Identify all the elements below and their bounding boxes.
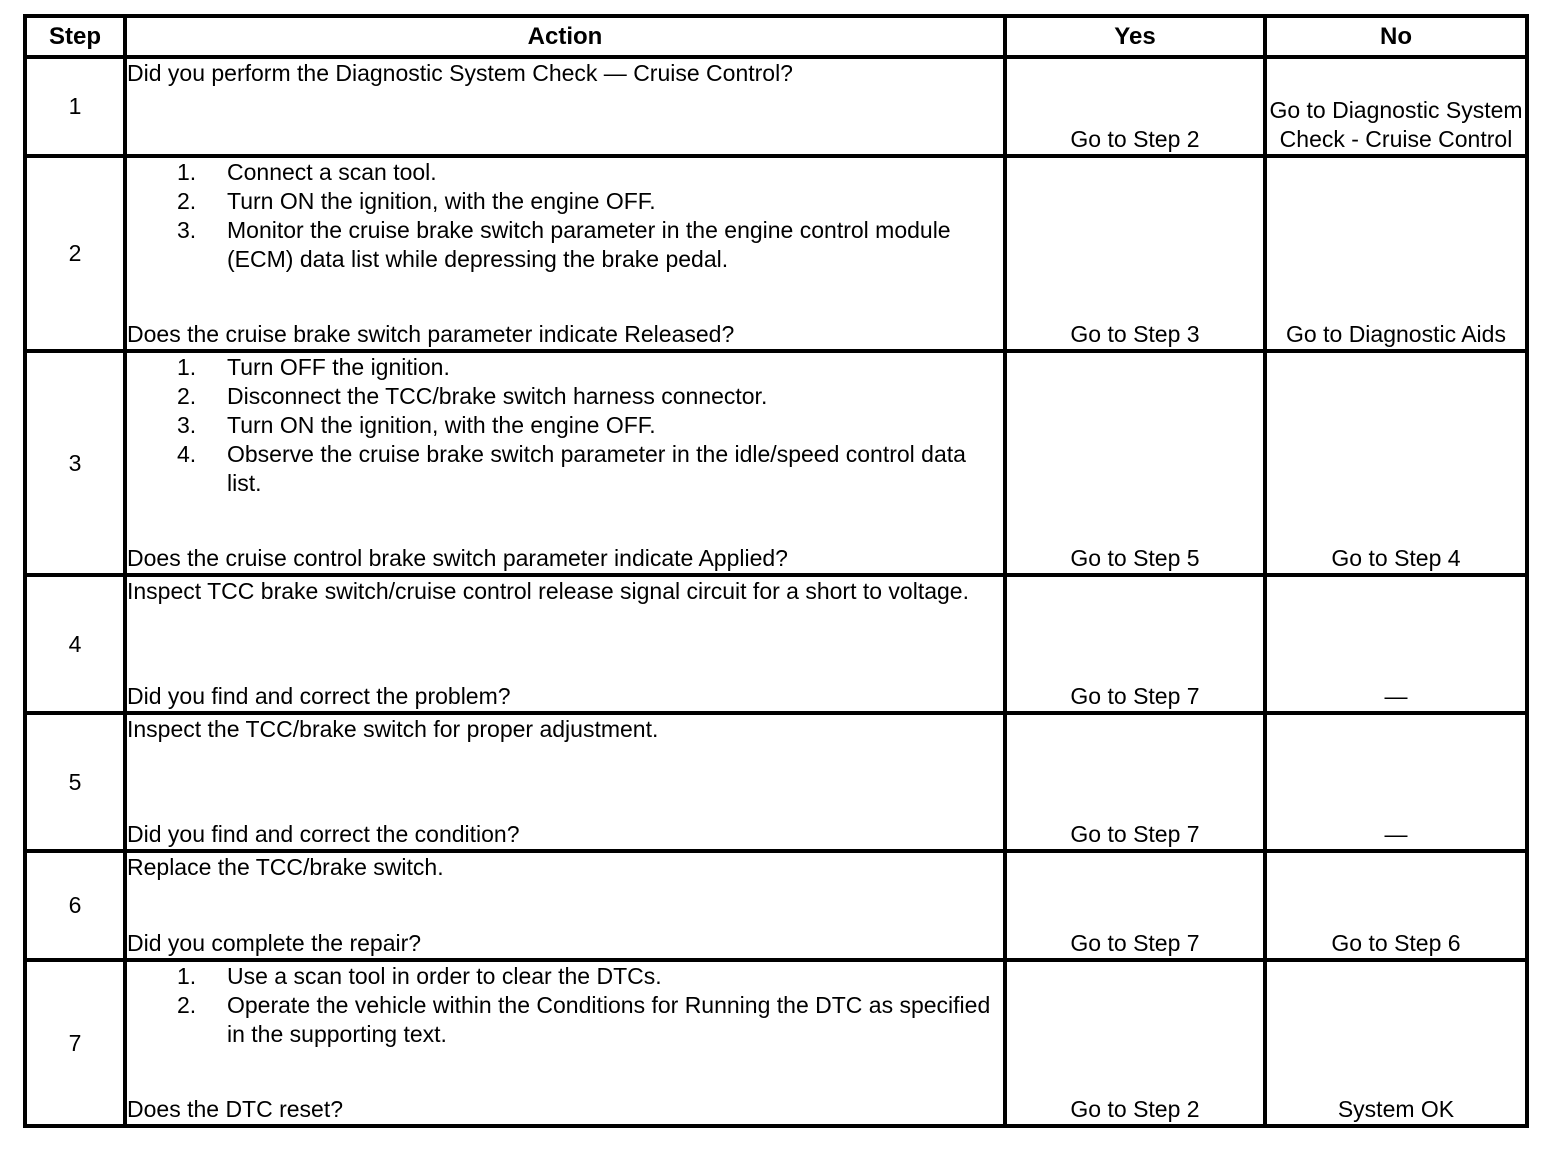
action-cell [125,575,1005,713]
no-result: Go to Step 6 [1265,851,1527,960]
table-row [25,713,1527,851]
no-result: — [1265,575,1527,713]
list-item [177,216,1003,274]
action-cell [125,351,1005,575]
action-cell [125,960,1005,1126]
action-steps [127,158,1003,274]
list-number: 1. [177,159,197,185]
action-question: Did you find and correct the condition? [127,821,520,847]
action-question: Does the cruise brake switch parameter indicate Released? [127,321,735,347]
list-number: 3. [177,412,197,438]
table-row [25,351,1527,575]
table-row [25,156,1527,351]
list-number: 2. [177,383,197,409]
action-intro: Did you perform the Diagnostic System Check — Cruise Control? [127,60,793,86]
action-intro: Replace the TCC/brake switch. [127,854,444,880]
action-question: Does the cruise control brake switch parameter indicate Applied? [127,545,788,571]
action-question: Does the DTC reset? [127,1096,344,1122]
table-row [25,57,1527,156]
step-number: 1 [25,57,125,156]
no-result: System OK [1265,960,1527,1126]
list-text: Use a scan tool in order to clear the DTCs. [227,963,662,989]
action-steps [127,962,1003,1049]
list-item [177,187,1003,216]
list-text: Observe the cruise brake switch parameter in the idle/speed control data list. [227,441,966,496]
step-number: 6 [25,851,125,960]
yes-result: Go to Step 2 [1005,57,1265,156]
action-question: Did you complete the repair? [127,930,422,956]
list-number: 1. [177,354,197,380]
step-number: 7 [25,960,125,1126]
header-yes: Yes [1005,16,1265,57]
list-item [177,962,1003,991]
yes-result: Go to Step 2 [1005,960,1265,1126]
yes-result: Go to Step 7 [1005,575,1265,713]
no-result: Go to Diagnostic Aids [1265,156,1527,351]
header-row [25,16,1527,57]
list-number: 3. [177,217,197,243]
list-item [177,158,1003,187]
list-number: 2. [177,188,197,214]
table-row [25,960,1527,1126]
list-item [177,353,1003,382]
yes-result: Go to Step 5 [1005,351,1265,575]
action-cell [125,57,1005,156]
action-intro: Inspect TCC brake switch/cruise control release signal circuit for a short to voltage. [127,578,969,604]
action-question: Did you find and correct the problem? [127,683,511,709]
no-result: — [1265,713,1527,851]
step-number: 2 [25,156,125,351]
no-result: Go to Diagnostic System Check - Cruise Control [1265,57,1527,156]
step-number: 3 [25,351,125,575]
action-cell [125,156,1005,351]
header-action: Action [125,16,1005,57]
action-steps [127,353,1003,498]
list-number: 4. [177,441,197,467]
list-number: 1. [177,963,197,989]
list-number: 2. [177,992,197,1018]
yes-result: Go to Step 7 [1005,713,1265,851]
no-result: Go to Step 4 [1265,351,1527,575]
action-cell [125,713,1005,851]
list-item [177,411,1003,440]
list-text: Turn ON the ignition, with the engine OFF. [227,188,656,214]
diagnostic-table [23,14,1529,1128]
action-intro: Inspect the TCC/brake switch for proper adjustment. [127,716,659,742]
list-item [177,440,1003,498]
table-row [25,851,1527,960]
list-item [177,382,1003,411]
step-number: 4 [25,575,125,713]
list-item [177,991,1003,1049]
list-text: Turn ON the ignition, with the engine OFF. [227,412,656,438]
action-cell [125,851,1005,960]
header-no: No [1265,16,1527,57]
table-row [25,575,1527,713]
list-text: Turn OFF the ignition. [227,354,450,380]
list-text: Disconnect the TCC/brake switch harness connector. [227,383,768,409]
yes-result: Go to Step 3 [1005,156,1265,351]
list-text: Connect a scan tool. [227,159,437,185]
step-number: 5 [25,713,125,851]
list-text: Operate the vehicle within the Conditions for Running the DTC as specified in the supporting text. [227,992,991,1047]
list-text: Monitor the cruise brake switch parameter in the engine control module (ECM) data list while depressing the brake pedal. [227,217,951,272]
header-step: Step [25,16,125,57]
yes-result: Go to Step 7 [1005,851,1265,960]
